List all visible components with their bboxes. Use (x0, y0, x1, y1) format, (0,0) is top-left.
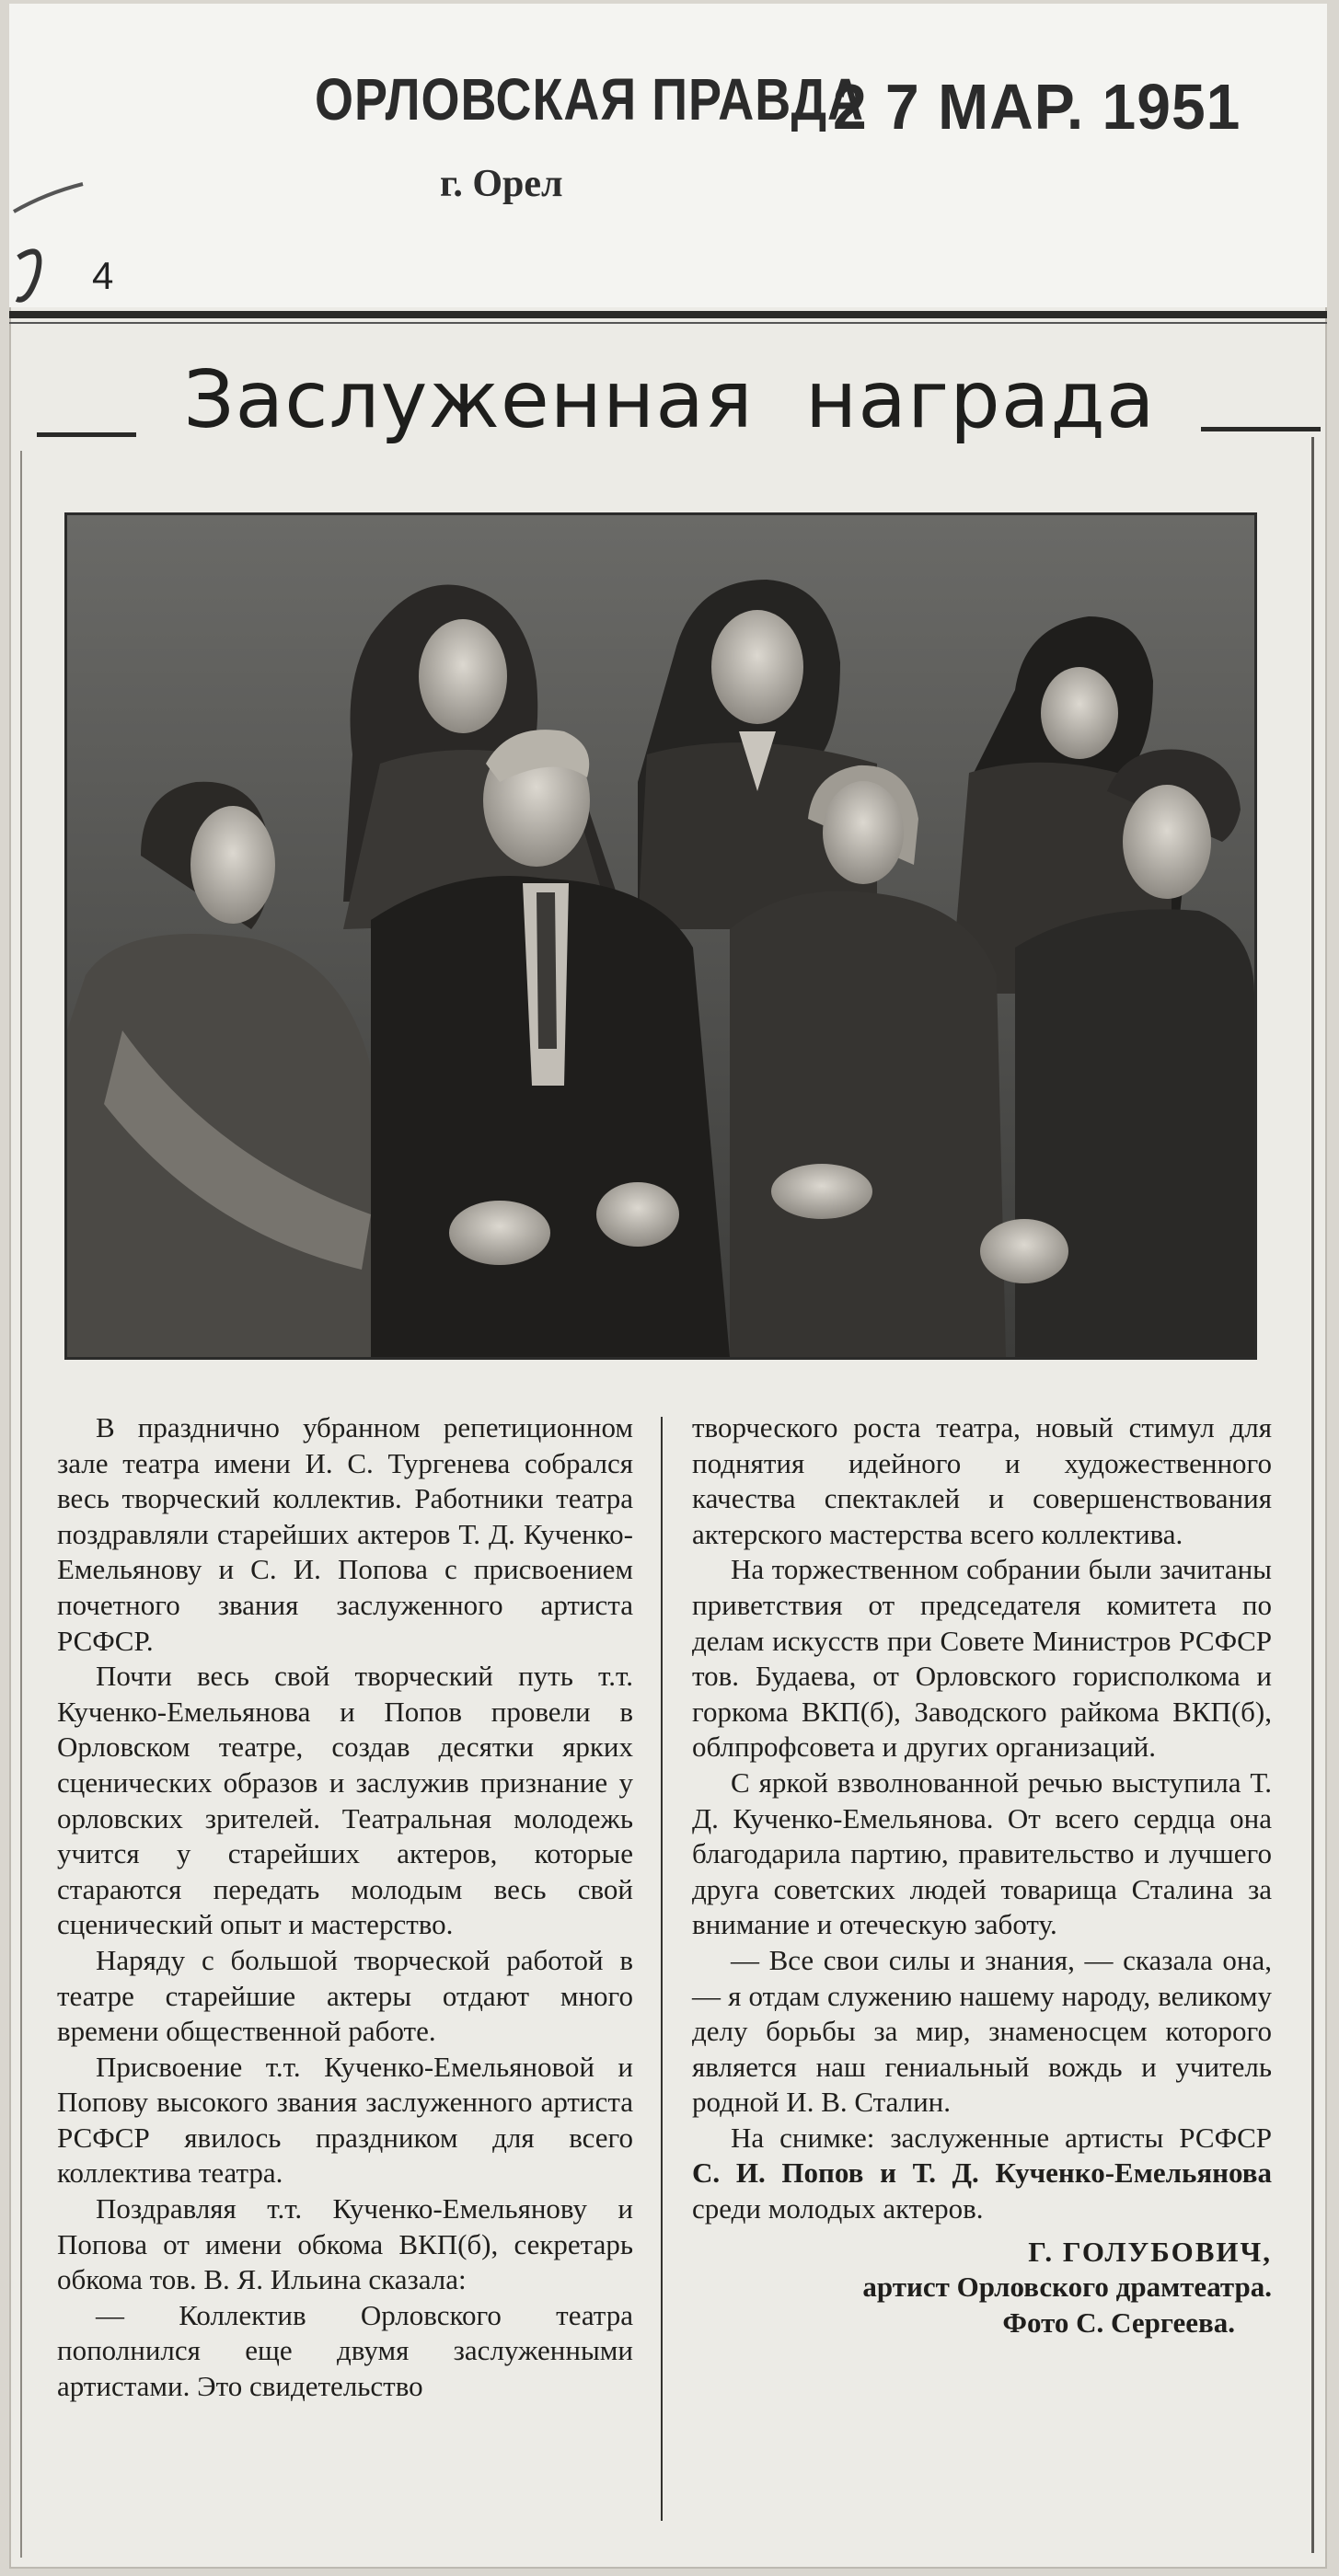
caption-lead: На снимке: заслуженные артисты РСФСР (731, 2121, 1272, 2154)
caption-tail: среди молодых актеров. (692, 2192, 984, 2225)
article-column-right (692, 1410, 1272, 2340)
paragraph: — Коллектив Орловского театра пополнился еще двумя заслуженными артистами. Это свидетельство (57, 2298, 633, 2403)
paragraph: На торжественном собрании были зачитаны приветствия от председателя комитета по делам искусств при Совете Министров РСФСР тов. Будаева, от Орловского горисполкома и горкома ВКП(б), Заводского райкома ВКП(б), облпрофсовета и других организаций. (692, 1553, 1272, 1764)
photo-credit: Фото С. Сергеева. (1002, 2306, 1235, 2339)
pen-mark-icon (9, 175, 92, 313)
paragraph-continuation: творческого роста театра, новый стимул для поднятия идейного и художественного качества спектаклей и совершенствования актерского мастерства всего коллектива. (692, 1411, 1272, 1550)
paragraph: С яркой взволнованной речью выступила Т. Д. Кученко-Емельянова. От всего сердца она благодарила партию, правительство и лучшего друга советских людей товарища Сталина за внимание и отеческую заботу. (692, 1765, 1272, 1941)
border-right (1311, 437, 1314, 2553)
column-divider (661, 1417, 663, 2521)
border-left (20, 451, 22, 2558)
paragraph: В празднично убранном репетиционном зале театра имени И. С. Тургенева собрался весь творческий коллектив. Работники театра поздравляли старейших актеров Т. Д. Кученко-Емельянову и С. И. Попова с присвоением почетного звания заслуженного артиста РСФСР. (57, 1411, 633, 1657)
paragraph: Поздравляя т.т. Кученко-Емельянову и Попова от имени обкома ВКП(б), секретарь обкома тов. В. Я. Ильина сказала: (57, 2192, 633, 2296)
paragraph: Наряду с большой творческой работой в театре старейшие актеры отдают много времени общественной работе. (57, 1943, 633, 2048)
author-role: артист Орловского драмтеатра. (862, 2271, 1272, 2304)
paragraph: Почти весь свой творческий путь т.т. Кученко-Емельянова и Попов провели в Орловском театре, создав десятки ярких сценических образов и заслужив признание у орловских зрителей. Театральная молодежь учится у старейших актеров, которые стараются передать молодым весь свой сценический опыт и мастерство. (57, 1660, 633, 1941)
stamp-city: г. Орел (440, 163, 563, 205)
author-name: Г. ГОЛУБОВИЧ, (1028, 2235, 1272, 2268)
group-photo (64, 512, 1257, 1360)
header-rule (9, 311, 1327, 318)
archive-stamp (9, 4, 1327, 307)
stamp-paper-name: ОРЛОВСКАЯ ПРАВДА (315, 67, 865, 133)
article-column-left (57, 1410, 633, 2405)
photo-caption (692, 2121, 1272, 2227)
page-number: 4 (92, 254, 114, 297)
caption-names: С. И. Попов и Т. Д. Кученко-Емельянова (692, 2156, 1272, 2190)
stamp-date: 2 7 МАР. 1951 (833, 71, 1241, 143)
headline-dash-right (1201, 427, 1321, 431)
paragraph: — Все свои силы и знания, — сказала она, — я отдам служению нашему народу, великому делу борьбы за мир, знаменосцем которого является наш гениальный вождь и учитель родной И. В. Сталин. (692, 1943, 1272, 2119)
photo-figures (67, 515, 1254, 1357)
paragraph: Присвоение т.т. Кученко-Емельяновой и Попову высокого звания заслуженного артиста РСФСР явилось праздником для всего коллектива театра. (57, 2050, 633, 2190)
header-rule-thin (9, 322, 1327, 324)
headline: Заслуженная награда (183, 354, 1156, 446)
